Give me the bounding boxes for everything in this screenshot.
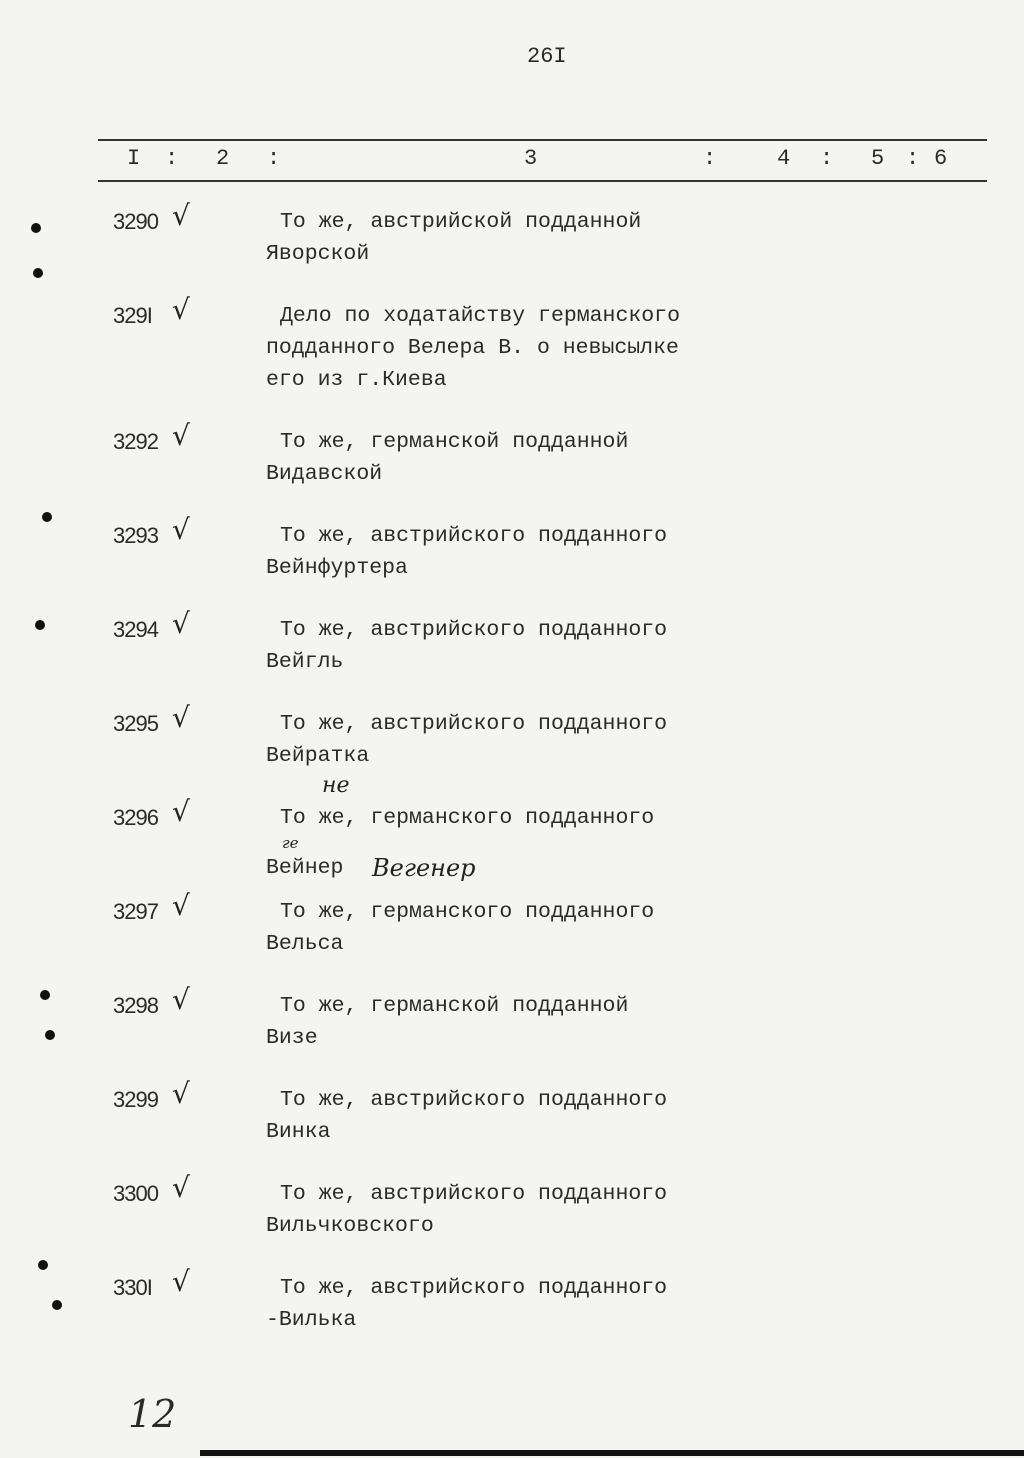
checkmark-icon: √ [172,293,190,326]
punch-hole-mark [35,620,45,630]
header-separator: : [267,146,281,171]
entry-number: 3293 [113,523,158,548]
bottom-edge [200,1450,1024,1456]
description-line: Видавской [266,462,383,486]
header-col-6: 6 [934,146,948,171]
header-col-4: 4 [777,146,791,171]
checkmark-icon: √ [172,419,190,452]
checkmark-icon: √ [172,1077,190,1110]
punch-hole-mark [31,223,41,233]
description-line: Вильчковского [266,1214,434,1238]
entry-description [266,614,1024,678]
entry-list [0,199,1024,1366]
checkmark-icon: √ [172,1171,190,1204]
checkmark-icon: √ [172,1265,190,1298]
description-line: То же, австрийского подданного [280,1088,668,1112]
checkmark-icon: √ [172,701,190,734]
description-line: То же, австрийского подданного [280,712,668,736]
header-top-rule [98,139,987,141]
entry-number: 3290 [113,209,158,234]
entry-description [266,300,1024,396]
header-bottom-rule [98,180,987,182]
description-line: его из г.Киева [266,368,447,392]
handwritten-correction: ге [282,834,299,852]
entry-description [266,1272,1024,1336]
entry-description [266,1178,1024,1242]
checkmark-icon: √ [172,199,190,232]
description-line: Вейнер [266,856,344,880]
description-line: То же, германского подданного [280,900,655,924]
checkmark-icon: √ [172,513,190,546]
description-line: Вейратка [266,744,370,768]
description-line: То же, австрийского подданного [280,524,668,548]
entry-number: 3292 [113,429,158,454]
inventory-entry [0,199,1024,270]
description-line: Вейгль [266,650,344,674]
inventory-entry [0,607,1024,678]
entry-description [266,520,1024,584]
inventory-entry [0,795,1024,884]
description-line: подданного Велера В. о невысылке [266,336,679,360]
inventory-entry [0,419,1024,490]
entry-number: 3300 [113,1181,158,1206]
description-line: То же, австрийского подданного [280,1276,668,1300]
description-line: То же, германской подданной [280,994,629,1018]
punch-hole-mark [45,1030,55,1040]
header-col-3: 3 [524,146,538,171]
entry-description [266,206,1024,270]
header-col-1: I [127,146,141,171]
description-line: Визе [266,1026,318,1050]
description-line: Яворской [266,242,370,266]
entry-number: 3298 [113,993,158,1018]
description-line: То же, германской подданной [280,430,629,454]
entry-number: 329I [113,303,152,328]
punch-hole-mark [33,268,43,278]
punch-hole-mark [52,1300,62,1310]
inventory-entry [0,1077,1024,1148]
handwritten-sheet-number: 12 [128,1392,177,1436]
description-line: То же, австрийского подданного [280,1182,668,1206]
punch-hole-mark [38,1260,48,1270]
header-separator: : [165,146,179,171]
inventory-entry [0,513,1024,584]
entry-description [266,1084,1024,1148]
entry-number: 330I [113,1275,152,1300]
header-separator: : [820,146,834,171]
entry-description [266,708,1024,772]
punch-hole-mark [42,512,52,522]
checkmark-icon: √ [172,607,190,640]
description-line: Вельса [266,932,344,956]
description-line: Вейнфуртера [266,556,408,580]
checkmark-icon: √ [172,983,190,1016]
description-line: То же, австрийского подданного [280,618,668,642]
inventory-entry [0,889,1024,960]
header-col-2: 2 [216,146,230,171]
entry-number: 3299 [113,1087,158,1112]
description-line: -Вилька [266,1308,357,1332]
description-line: То же, австрийской подданной [280,210,642,234]
entry-number: 3295 [113,711,158,736]
entry-number: 3297 [113,899,158,924]
checkmark-icon: √ [172,795,190,828]
punch-hole-mark [40,990,50,1000]
inventory-entry [0,983,1024,1054]
checkmark-icon: √ [172,889,190,922]
entry-description [266,990,1024,1054]
inventory-entry [0,701,1024,798]
entry-description [266,426,1024,490]
header-separator: : [703,146,717,171]
description-line: То же, германского подданного [280,806,655,830]
inventory-entry [0,1265,1024,1336]
header-col-5: 5 [871,146,885,171]
entry-number: 3296 [113,805,158,830]
description-line: Дело по ходатайству германского [280,304,680,328]
inventory-entry [0,1171,1024,1242]
handwritten-correction: Вегенер [372,854,476,882]
page-number: 26I [527,44,567,69]
entry-description [266,896,1024,960]
header-separator: : [906,146,920,171]
handwritten-correction: не [322,773,350,798]
description-line: Винка [266,1120,331,1144]
entry-number: 3294 [113,617,158,642]
inventory-entry [0,293,1024,396]
